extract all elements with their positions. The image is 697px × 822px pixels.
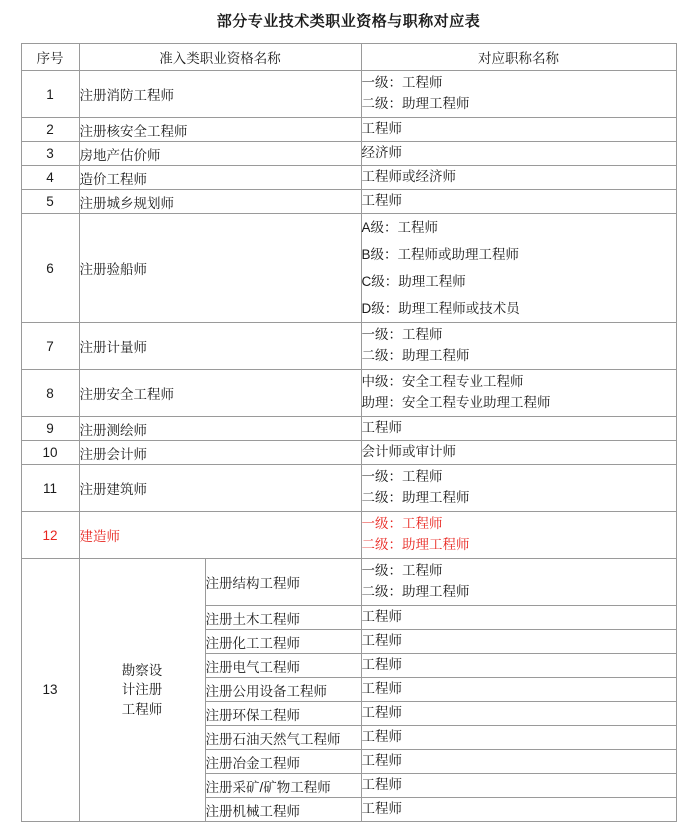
row-titles	[361, 465, 676, 512]
row-no: 10	[21, 441, 79, 465]
row-no: 7	[21, 323, 79, 370]
table-row	[21, 323, 676, 370]
subrow-qualification: 注册公用设备工程师	[205, 678, 361, 702]
subrow-titles: 工程师	[361, 654, 676, 678]
subrow-qualification: 注册结构工程师	[205, 559, 361, 606]
table-row	[21, 166, 676, 190]
table-row	[21, 441, 676, 465]
subrow-qualification: 注册电气工程师	[205, 654, 361, 678]
title-line: 一级：工程师	[361, 469, 443, 485]
table-row	[21, 465, 676, 512]
title-line: 一级：工程师	[361, 516, 443, 532]
row-qualification: 房地产估价师	[79, 142, 361, 166]
title-line: D级：助理工程师或技术员	[361, 301, 520, 316]
row-no: 9	[21, 417, 79, 441]
row-titles	[361, 323, 676, 370]
row-no: 6	[21, 214, 79, 323]
subrow-titles: 工程师	[361, 678, 676, 702]
row-qualification: 注册消防工程师	[79, 71, 361, 118]
qualification-title-table	[21, 43, 677, 822]
table-row	[21, 118, 676, 142]
subrow-qualification: 注册化工工程师	[205, 630, 361, 654]
subrow-titles: 工程师	[361, 630, 676, 654]
subrow-titles: 工程师	[361, 726, 676, 750]
header-no: 序号	[21, 44, 79, 71]
group-label	[79, 559, 205, 822]
row-titles: 会计师或审计师	[361, 441, 676, 465]
subrow-titles: 工程师	[361, 750, 676, 774]
page-title: 部分专业技术类职业资格与职称对应表	[216, 13, 481, 30]
row-no: 1	[21, 71, 79, 118]
subrow-qualification: 注册机械工程师	[205, 798, 361, 822]
title-line: 二级：助理工程师	[361, 490, 470, 505]
subrow-titles: 工程师	[361, 798, 676, 822]
table-row	[21, 71, 676, 118]
group-label-line: 勘察设	[121, 662, 163, 678]
title-line: 二级：助理工程师	[361, 537, 470, 552]
row-qualification: 注册城乡规划师	[79, 190, 361, 214]
row-no: 12	[21, 512, 79, 559]
group-label-line: 计注册	[121, 682, 163, 698]
row-titles: 工程师或经济师	[361, 166, 676, 190]
row-titles: 工程师	[361, 190, 676, 214]
row-qualification: 注册安全工程师	[79, 370, 361, 417]
title-line: 一级：工程师	[361, 563, 443, 579]
row-titles: 经济师	[361, 142, 676, 166]
subrow-titles	[361, 559, 676, 606]
title-line: A级：工程师	[361, 220, 439, 235]
row-qualification: 注册计量师	[79, 323, 361, 370]
group-label-line: 工程师	[121, 701, 163, 717]
row-qualification: 注册验船师	[79, 214, 361, 323]
table-row-highlighted	[21, 512, 676, 559]
table-row	[21, 190, 676, 214]
row-qualification: 注册建筑师	[79, 465, 361, 512]
subrow-titles: 工程师	[361, 606, 676, 630]
row-no: 8	[21, 370, 79, 417]
table-row	[21, 417, 676, 441]
subrow-qualification: 注册土木工程师	[205, 606, 361, 630]
subrow-titles: 工程师	[361, 702, 676, 726]
table-row	[21, 559, 676, 606]
header-qualification: 准入类职业资格名称	[79, 44, 361, 71]
row-titles: 工程师	[361, 417, 676, 441]
row-titles	[361, 370, 676, 417]
row-qualification: 建造师	[79, 512, 361, 559]
title-line: C级：助理工程师	[361, 274, 466, 289]
row-qualification: 注册会计师	[79, 441, 361, 465]
title-line: 二级：助理工程师	[361, 96, 470, 111]
row-no: 11	[21, 465, 79, 512]
row-titles: 工程师	[361, 118, 676, 142]
row-titles	[361, 71, 676, 118]
title-line: 一级：工程师	[361, 327, 443, 343]
subrow-qualification: 注册石油天然气工程师	[205, 726, 361, 750]
table-header-row	[21, 44, 676, 71]
row-titles	[361, 512, 676, 559]
subrow-qualification: 注册采矿/矿物工程师	[205, 774, 361, 798]
table-row	[21, 370, 676, 417]
row-qualification: 注册核安全工程师	[79, 118, 361, 142]
header-title: 对应职称名称	[361, 44, 676, 71]
title-line: 二级：助理工程师	[361, 584, 470, 599]
row-qualification: 注册测绘师	[79, 417, 361, 441]
title-line: 二级：助理工程师	[361, 348, 470, 363]
row-no: 2	[21, 118, 79, 142]
row-qualification: 造价工程师	[79, 166, 361, 190]
title-line: 助理：安全工程专业助理工程师	[361, 395, 551, 410]
row-no: 5	[21, 190, 79, 214]
title-line: B级：工程师或助理工程师	[361, 247, 520, 262]
row-no: 4	[21, 166, 79, 190]
title-line: 一级：工程师	[361, 75, 443, 91]
table-row	[21, 142, 676, 166]
row-no: 3	[21, 142, 79, 166]
row-titles	[361, 214, 676, 323]
subrow-titles: 工程师	[361, 774, 676, 798]
subrow-qualification: 注册环保工程师	[205, 702, 361, 726]
subrow-qualification: 注册冶金工程师	[205, 750, 361, 774]
title-line: 中级：安全工程专业工程师	[361, 374, 524, 390]
table-row	[21, 214, 676, 323]
row-no: 13	[21, 559, 79, 822]
